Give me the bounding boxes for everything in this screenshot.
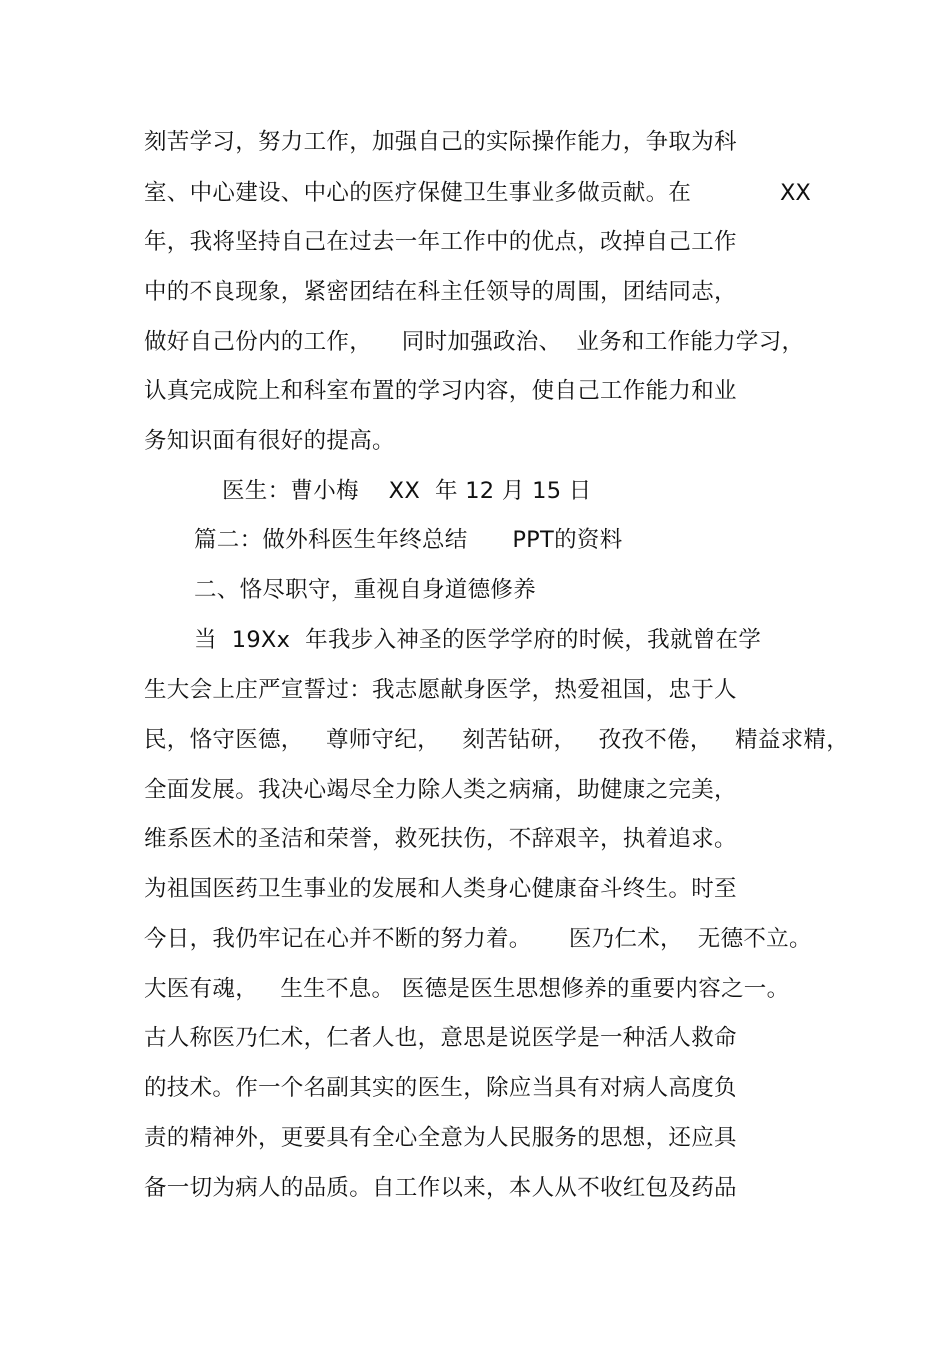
paragraph-line-14: 今日，我仍牢记在心并不断的努力着。 医乃仁术， 无德不立。 (144, 926, 812, 952)
paragraph-line-6: 认真完成院上和科室布置的学习内容，使自己工作能力和业 (144, 378, 737, 404)
paragraph-line-13: 为祖国医药卫生事业的发展和人类身心健康奋斗终生。时至 (144, 876, 737, 902)
paragraph-line-7: 务知识面有很好的提高。 (144, 428, 395, 454)
paragraph-line-2: 室、中心建设、中心的医疗保健卫生事业多做贡献。在 (144, 180, 692, 206)
subsection-heading: 二、恪尽职守，重视自身道德修养 (194, 577, 537, 603)
paragraph-line-16: 古人称医乃仁术，仁者人也，意思是说医学是一种活人救命 (144, 1025, 737, 1051)
paragraph-line-9: 生大会上庄严宣誓过：我志愿献身医学，热爱祖国，忠于人 (144, 677, 737, 703)
paragraph-line-19: 备一切为病人的品质。自工作以来，本人从不收红包及药品 (144, 1175, 737, 1201)
paragraph-line-12: 维系医术的圣洁和荣誉，救死扶伤，不辞艰辛，执着追求。 (144, 826, 737, 852)
paragraph-line-3: 年，我将坚持自己在过去一年工作中的优点，改掉自己工作 (144, 229, 737, 255)
paragraph-line-1: 刻苦学习，努力工作，加强自己的实际操作能力，争取为科 (144, 129, 737, 155)
paragraph-line-11: 全面发展。我决心竭尽全力除人类之病痛，助健康之完美， (144, 777, 737, 803)
signature-line: 医生：曹小梅 XX 年 12 月 15 日 (222, 478, 592, 504)
paragraph-line-18: 责的精神外，更要具有全心全意为人民服务的思想，还应具 (144, 1125, 737, 1151)
paragraph-line-15: 大医有魂， 生生不息。 医德是医生思想修养的重要内容之一。 (144, 976, 790, 1002)
paragraph-line-17: 的技术。作一个名副其实的医生，除应当具有对病人高度负 (144, 1075, 737, 1101)
paragraph-line-10: 民，恪守医德， 尊师守纪， 刻苦钻研， 孜孜不倦， 精益求精， (144, 727, 850, 753)
year-placeholder: XX (780, 180, 811, 206)
paragraph-line-5: 做好自己份内的工作， 同时加强政治、 业务和工作能力学习， (144, 329, 805, 355)
section-heading: 篇二：做外科医生年终总结 PPT的资料 (194, 527, 623, 553)
paragraph-line-4: 中的不良现象，紧密团结在科主任领导的周围，团结同志， (144, 279, 737, 305)
paragraph-line-8: 当 19Xx 年我步入神圣的医学学府的时候，我就曾在学 (194, 627, 762, 653)
